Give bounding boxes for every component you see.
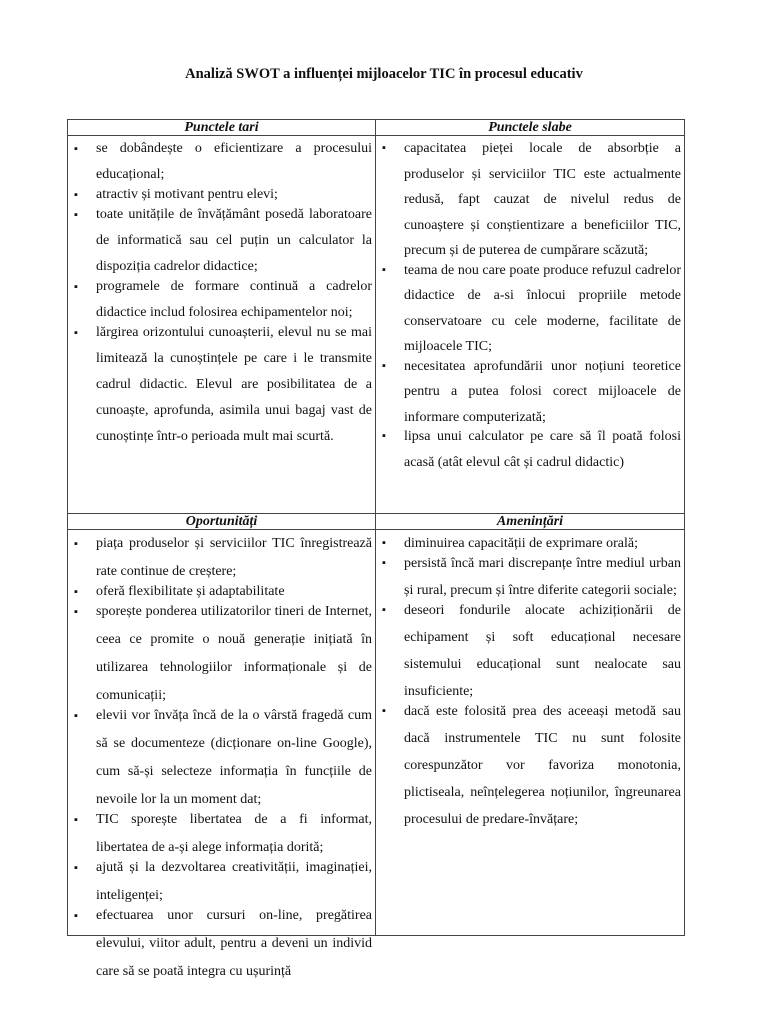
bullet-icon: ▪ [74,209,78,221]
list-item-text: deseori fondurile alocate achiziționării de echipament și soft educațional necesare sistemului educațional sunt nealocate sau insuficiente; [404,603,681,699]
bullet-icon: ▪ [382,263,386,276]
list-item-text: lărgirea orizontului cunoașterii, elevul nu se mai limitează la cunoștințele pe care i le transmite cadrul didactic. Elevul are posibilitatea de a cunoaște, aprofunda, asimila unui bagaj vast de cunoștințe într-o perioada mult mai scurtă. [96,325,372,444]
opportunities-list [68,530,375,986]
threats-cell [376,530,685,936]
bullet-icon: ▪ [382,557,386,569]
list-item-text: lipsa unui calculator pe care să îl poată folosi acasă (atât elevul cât și cadrul didactic) [404,429,681,470]
swot-content-row-top [68,136,685,514]
list-item-text: piața produselor și serviciilor TIC înregistrează rate continue de creștere; [96,536,372,579]
threats-header: Amenințări [376,514,685,530]
list-item [68,274,375,326]
bullet-icon: ▪ [74,538,78,550]
bullet-icon: ▪ [74,814,78,826]
bullet-icon: ▪ [74,327,78,339]
bullet-icon: ▪ [74,606,78,618]
list-item-text: se dobândește o eficientizare a procesului educațional; [96,141,372,182]
list-item [68,136,375,188]
list-item-text: sporește ponderea utilizatorilor tineri de Internet, ceea ce promite o nouă generație inițiată în utilizarea tehnologiilor informaționale și de comunicații; [96,604,372,703]
list-item [68,902,375,986]
bullet-icon: ▪ [74,281,78,293]
list-item [376,424,684,475]
weaknesses-list [376,136,684,475]
bullet-icon: ▪ [382,430,386,442]
list-item-text: efectuarea unor cursuri on-line, pregătirea elevului, viitor adult, pentru a deveni un individ care să se poată integra cu ușurință [96,908,372,979]
list-item [376,136,684,264]
strengths-list [68,136,375,450]
list-item-text: elevii vor învăța încă de la o vârstă fragedă cum să se documenteze (dicționare on-line Google), cum să-și selecteze informația în funcțiile de nevoile lor la un moment dat; [96,708,372,807]
bullet-icon: ▪ [382,142,386,154]
bullet-icon: ▪ [382,537,386,549]
swot-header-row-top [68,120,685,136]
list-item-text: necesitatea aprofundării unor noțiuni teoretice pentru a putea folosi corect mijloacele de informare computerizată; [404,358,681,425]
weaknesses-header: Punctele slabe [376,120,685,136]
threats-list [376,530,684,833]
list-item [376,597,684,705]
list-item [68,202,375,280]
list-item [376,258,684,360]
strengths-header: Punctele tari [68,120,376,136]
document-title: Analiză SWOT a influenței mijloacelor TIC în procesul educativ [185,66,583,82]
weaknesses-cell [376,136,685,514]
list-item-text: persistă încă mari discrepanțe între mediul urban și rural, precum și între diferite categorii sociale; [404,556,681,598]
opportunities-cell [68,530,376,979]
list-item-text: atractiv și motivant pentru elevi; [96,187,278,202]
list-item [68,598,375,710]
list-item-text: TIC sporește libertatea de a fi informat, libertatea de a-și alege informația dorită; [96,812,372,855]
list-item [376,550,684,604]
bullet-icon: ▪ [382,705,386,717]
list-item-text: capacitatea pieței locale de absorbție a produselor și serviciilor TIC este actualmente redusă, fapt cauzat de nivelul redus de cunoaștere și conștientizare a beneficiilor TIC, precum și de puterea de cumpărare scăzută; [404,141,681,258]
list-item-text: oferă flexibilitate și adaptabilitate [96,584,285,599]
list-item [68,320,375,450]
bullet-icon: ▪ [382,359,386,372]
list-item-text: diminuirea capacității de exprimare orală; [404,536,638,551]
bullet-icon: ▪ [74,586,78,598]
list-item-text: ajută și la dezvoltarea creativității, imaginației, inteligenței; [96,860,372,903]
list-item [376,698,684,833]
list-item [376,354,684,431]
list-item-text: programele de formare continuă a cadrelor didactice includ folosirea echipamentelor noi; [96,279,372,320]
opportunities-clip [68,530,375,979]
list-item-text: dacă este folosită prea des aceeași metodă sau dacă instrumentele TIC nu sunt folosite corespunzător vor favoriza monotonia, plictiseala, neînțelegerea noțiunilor, îngreunarea procesului de predare-învățare; [404,704,681,827]
list-item-text: toate unitățile de învățământ posedă laboratoare de informatică sau cel puțin un calculator la dispoziția cadrelor didactice; [96,207,372,274]
strengths-cell [68,136,376,514]
bullet-icon: ▪ [74,189,78,201]
swot-content-row-bottom [68,530,685,936]
list-item [68,702,375,814]
bullet-icon: ▪ [74,862,78,874]
bullet-icon: ▪ [382,604,386,616]
swot-header-row-bottom [68,514,685,530]
opportunities-header: Oportunități [68,514,376,530]
swot-table [67,119,685,979]
bullet-icon: ▪ [74,143,78,155]
bullet-icon: ▪ [74,710,78,722]
bullet-icon: ▪ [74,910,78,922]
list-item-text: teama de nou care poate produce refuzul cadrelor didactice de a-si înlocui propriile metode conservatoare cu cele moderne, facilitate de mijloacele TIC; [404,262,681,354]
